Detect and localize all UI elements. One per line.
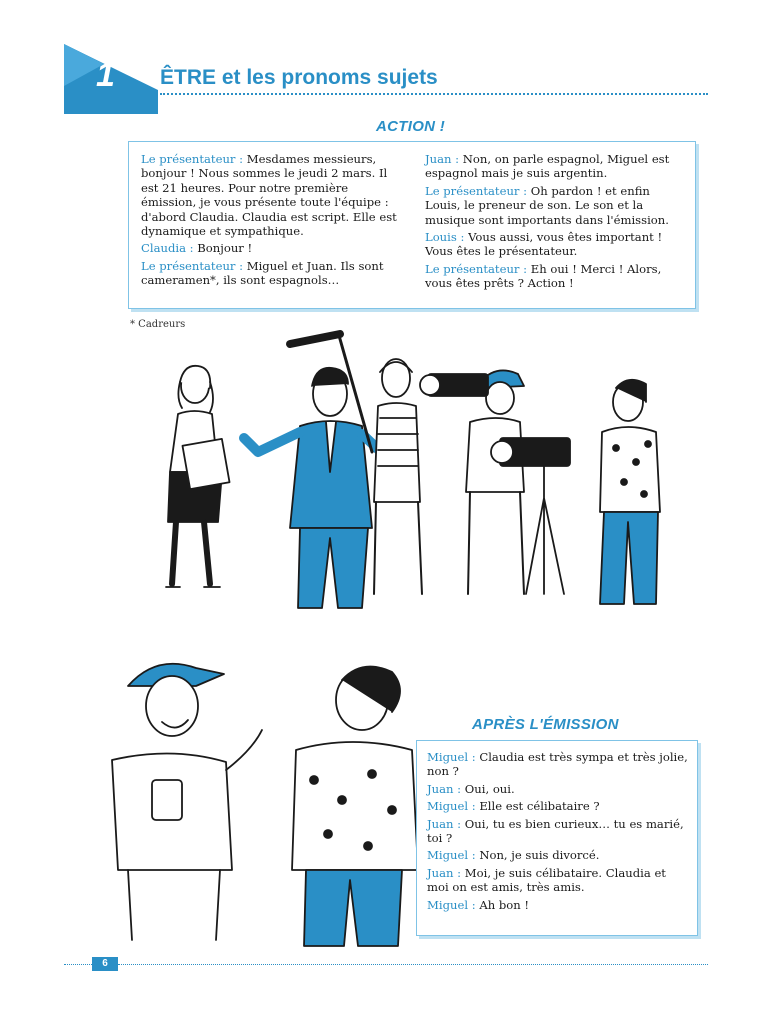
dialog-line (141, 241, 407, 255)
dialog-line (425, 152, 683, 181)
speaker-label: Miguel : (427, 848, 476, 863)
speaker-label: Le présentateur : (425, 261, 528, 276)
speaker-label: Le présentateur : (425, 183, 528, 198)
miguel-figure (292, 667, 418, 946)
speaker-label: Miguel : (427, 799, 476, 814)
action-right-column (425, 152, 683, 294)
tripod-camera (491, 438, 570, 594)
speaker-label: Louis : (425, 230, 465, 245)
dialog-line (425, 184, 683, 227)
dialog-line (427, 817, 689, 846)
tv-crew-illustration (140, 322, 680, 618)
chapter-number: 1 (96, 56, 115, 94)
action-heading: ACTION ! (376, 118, 446, 135)
dialog-text: Ah bon ! (475, 897, 530, 912)
dialog-text: Elle est célibataire ? (475, 799, 600, 814)
page-number: 6 (92, 957, 118, 971)
speaker-label: Claudia : (141, 241, 194, 256)
title-rule (160, 93, 708, 95)
dialog-text: Moi, je suis célibataire. Claudia et moi on est amis, très amis. (427, 865, 666, 895)
footnote: * Cadreurs (130, 319, 186, 330)
footer-rule-right (118, 964, 708, 965)
dialog-line (427, 799, 689, 813)
speaker-label: Miguel : (427, 897, 476, 912)
speaker-label: Le présentateur : (141, 258, 244, 273)
speaker-label: Le présentateur : (141, 152, 244, 166)
apres-column (427, 750, 689, 915)
dialog-text: Vous aussi, vous êtes important ! Vous êtes le présentateur. (425, 230, 663, 259)
chapter-title: ÊTRE et les pronoms sujets (160, 66, 438, 89)
conversation-illustration (92, 650, 422, 950)
apres-heading: APRÈS L'ÉMISSION (472, 716, 619, 733)
dialog-line (141, 259, 407, 288)
action-left-column (141, 152, 407, 291)
dialog-line (427, 898, 689, 912)
dialog-line (427, 848, 689, 862)
dialog-line (141, 152, 407, 238)
dialog-text: Non, on parle espagnol, Miguel est espagnol mais je suis argentin. (425, 152, 670, 181)
apres-dialog-box (416, 740, 698, 936)
dialog-text: Mesdames messieurs, bonjour ! Nous sommes le jeudi 2 mars. Il est 21 heures. Pour notre première émission, je vous présente toute l'équipe : d'abord Claudia. Claudia est script. Elle est dynamique et sympathique. (141, 152, 397, 239)
speaker-label: Juan : (427, 816, 462, 831)
dialog-line (427, 866, 689, 895)
action-dialog-box (128, 141, 696, 309)
dialog-text: Oui, oui. (461, 781, 515, 796)
dialog-text: Oui, tu es bien curieux… tu es marié, toi ? (427, 816, 684, 846)
dialog-line (427, 782, 689, 796)
speaker-label: Juan : (427, 781, 462, 796)
cameraman-miguel-figure (600, 380, 660, 604)
dialog-line (425, 262, 683, 291)
cameraman-juan-figure (420, 370, 524, 594)
speaker-label: Juan : (425, 152, 460, 166)
dialog-text: Non, je suis divorcé. (475, 848, 600, 863)
footer-rule-left (64, 964, 92, 965)
dialog-text: Miguel et Juan. Ils sont cameramen*, ils sont espagnols… (141, 258, 384, 288)
speaker-label: Miguel : (427, 750, 476, 764)
dialog-text: Eh oui ! Merci ! Alors, vous êtes prêts ? Action ! (425, 261, 662, 291)
juan-figure (112, 664, 262, 940)
dialog-line (425, 230, 683, 259)
dialog-line (427, 750, 689, 779)
dialog-text: Bonjour ! (193, 241, 253, 256)
claudia-figure (166, 366, 230, 587)
dialog-text: Oh pardon ! et enfin Louis, le preneur de son. Le son et la musique sont importants dans l'émission. (425, 183, 669, 227)
speaker-label: Juan : (427, 865, 462, 880)
dialog-text: Claudia est très sympa et très jolie, non ? (427, 750, 688, 779)
